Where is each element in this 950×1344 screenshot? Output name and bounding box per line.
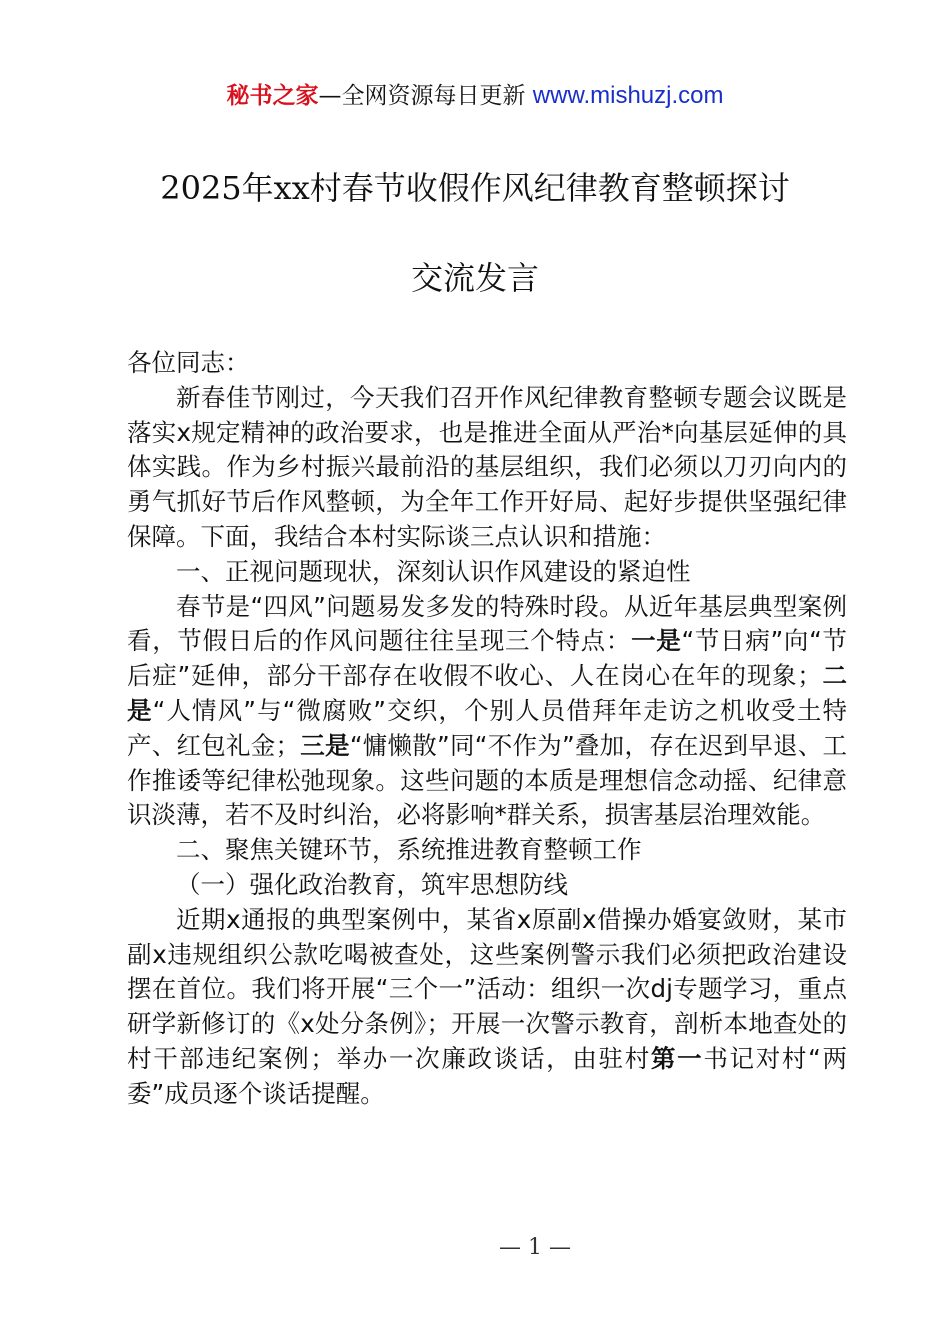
- point-three-label: 三是: [300, 730, 350, 760]
- education-text-c: 书记对村“两委”成员逐个谈话提醒。: [127, 1043, 848, 1108]
- education-paragraph: [127, 903, 847, 1112]
- sub-heading-1: （一）强化政治教育，筑牢思想防线: [176, 869, 568, 899]
- first-secretary-label: 第一: [650, 1043, 704, 1073]
- document-title-line-1: 2025年xx村春节收假作风纪律教育整顿探讨: [160, 169, 790, 207]
- site-header: [0, 80, 950, 112]
- section-heading-2: 二、聚焦关键环节，系统推进教育整顿工作: [176, 835, 642, 865]
- section-heading-1: 一、正视问题现状，深刻认识作风建设的紧迫性: [176, 556, 691, 586]
- document-body: [127, 346, 847, 1112]
- point-two-label: 二是: [127, 661, 847, 725]
- problem-paragraph: [127, 590, 847, 834]
- problem-text-e: “慵懒散”同“不作为”叠加，存在迟到早退、工作推诿等纪律松弛现象。这些问题的本质是理想信念动摇、纪律意识淡薄，若不及时纠治，必将影响*群关系，损害基层治理效能。: [127, 730, 847, 830]
- education-text-a: 近期x通报的典型案例中，某省x原副x借操办婚宴敛财，某市副x违规组织公款吃喝被查处，这些案例警示我们必须把政治建设摆在首位。我们将开展“三个一”活动：组织一次dj专题学习，重点研学新修订的《x处分条例》；开展一次警示教育，剖析本地查处的村干部违纪案例；举办一次廉政谈话，由驻村: [127, 904, 847, 1073]
- page-number: — 1 —: [499, 1235, 571, 1260]
- intro-paragraph: 新春佳节刚过，今天我们召开作风纪律教育整顿专题会议既是落实x规定精神的政治要求，也是推进全面从严治*向基层延伸的具体实践。作为乡村振兴最前沿的基层组织，我们必须以刀刃向内的勇气抓好节后作风整顿，为全年工作开好局、起好步提供坚强纪律保障。下面，我结合本村实际谈三点认识和措施：: [127, 382, 847, 551]
- site-brand: 秘书之家: [226, 83, 319, 109]
- document-title-line-2: 交流发言: [410, 259, 539, 297]
- problem-text-d: “人情风”与“微腐败”交织，个别人员借拜年走访之机收受土特产、红包礼金；: [127, 695, 848, 760]
- site-slogan: —全网资源每日更新: [318, 83, 533, 109]
- problem-text-a: 春节是“四风”问题易发多发的特殊时段。从近年基层典型案例看，节假日后的作风问题往往呈现三个特点：: [127, 591, 847, 656]
- problem-text-c: “节日病”向“节后症”延伸，部分干部存在收假不收心、人在岗心在年的现象；: [127, 626, 848, 691]
- salutation: 各位同志：: [127, 348, 250, 377]
- point-one-label: 一是: [631, 626, 682, 656]
- site-url-link[interactable]: www.mishuzj.com: [532, 82, 724, 109]
